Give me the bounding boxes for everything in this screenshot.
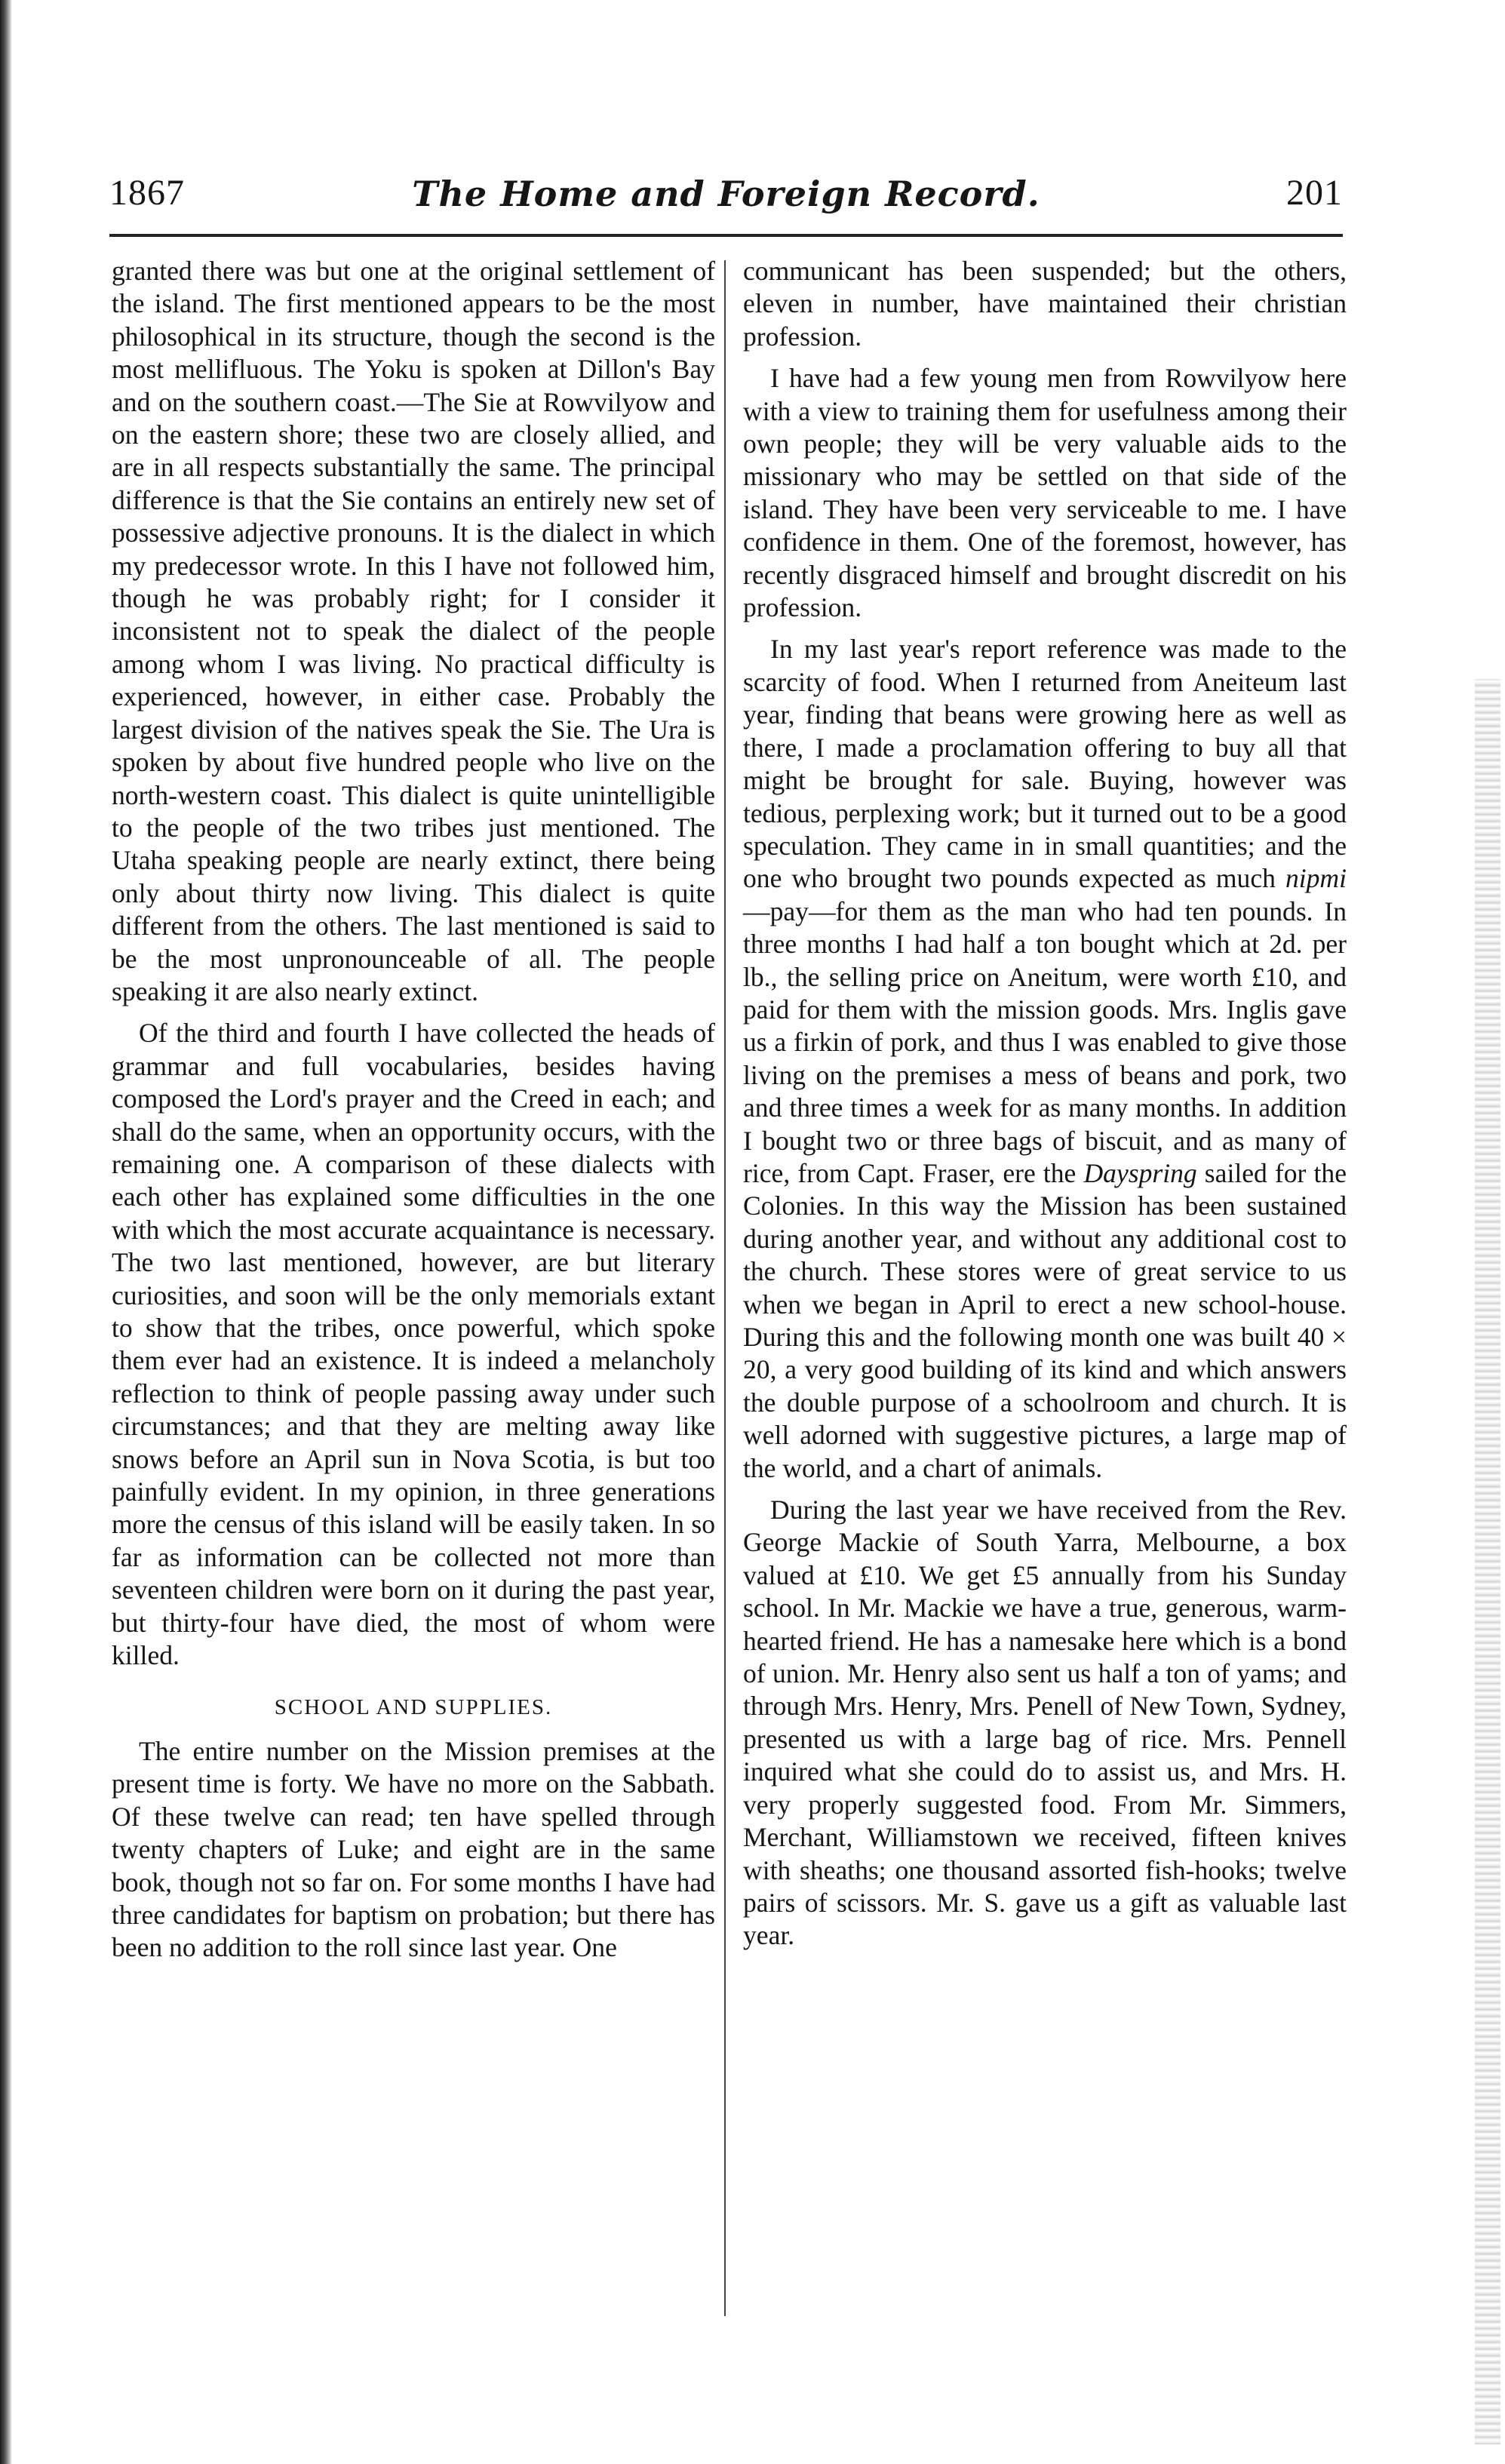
- section-heading-school-and-supplies: SCHOOL AND SUPPLIES.: [274, 1695, 553, 1720]
- journal-title: The Home and Foreign Record.: [412, 174, 1040, 214]
- left-paragraph-1: granted there was but one at the original settlement of the island. The first mentioned appears to be the most philosophical in its structure, though the second is the most mellifluous. The Yoku is spoken at Dillon's Bay and on the southern coast.—The Sie at Rowvilyow and on the eastern shore; these two are closely allied, and are in all respects substantially the same. The principal difference is that the Sie contains an entirely new set of possessive adjective pronouns. It is the dialect in which my predecessor wrote. In this I have not followed him, though he was probably right; for I consider it inconsistent not to speak the dialect of the people among whom I was living. No practical difficulty is experienced, however, in either case. Probably the largest division of the natives speak the Sie. The Ura is spoken by about five hundred people who live on the north-western coast. This dialect is quite unintelligible to the people of the two tribes just mentioned. The Utaha speaking people are nearly extinct, there being only about thirty now living. This dialect is quite different from the others. The last mentioned is said to be the most unpronounceable of all. The people speaking it are also nearly extinct.: [112, 256, 715, 1006]
- column-divider: [724, 260, 726, 2316]
- page-scan-edge: [1475, 679, 1500, 2444]
- right-column: [743, 255, 1347, 1952]
- right-paragraph-1: communicant has been suspended; but the others, eleven in number, have maintained their christian profession.: [743, 256, 1347, 352]
- left-paragraph-3: The entire number on the Mission premises at the present time is forty. We have no more on the Sabbath. Of these twelve can read; ten have spelled through twenty chapters of Luke; and eight are in the same book, though not so far on. For some months I have had three candidates for baptism on probation; but there has been no addition to the roll since last year. One: [112, 1735, 715, 1963]
- italic-nipmi: nipmi: [1285, 863, 1347, 894]
- right-paragraph-3-part-c: sailed for the Colonies. In this way the Mission has been sustained during another year, and without any additional cost to the church. These stores were of great service to us when we began in April to erect a new school-house. During this and the following month one was built 40 × 20, a very good building of its kind and which answers the double purpose of a schoolroom and church. It is well adorned with suggestive pictures, a large map of the world, and a chart of animals.: [743, 1157, 1347, 1483]
- right-paragraph-3: [743, 633, 1347, 1485]
- header-rule: [109, 234, 1343, 237]
- right-paragraph-3-part-b: —pay—for them as the man who had ten pounds. In three months I had half a ton bought which at 2d. per lb., the selling price on Aneitum, were worth £10, and paid for them with the mission goods. Mrs. Inglis gave us a firkin of pork, and thus I was enabled to give those living on the premises a mess of beans and pork, two and three times a week for as many months. In addition I bought two or three bags of biscuit, and as many of rice, from Capt. Fraser, ere the: [743, 896, 1347, 1188]
- running-header: [109, 172, 1343, 225]
- right-paragraph-4: During the last year we have received from the Rev. George Mackie of South Yarra, Melbourne, a box valued at £10. We get £5 annually from his Sunday school. In Mr. Mackie we have a true, generous, warm-hearted friend. He has a namesake here which is a bond of union. Mr. Henry also sent us half a ton of yams; and through Mrs. Henry, Mrs. Penell of New Town, Sydney, presented us with a large bag of rice. Mrs. Pennell inquired what she could do to assist us, and Mrs. H. very properly suggested food. From Mr. Simmers, Merchant, Williamstown we received, fifteen knives with sheaths; one thousand assorted fish-hooks; twelve pairs of scissors. Mr. S. gave us a gift as valuable last year.: [743, 1495, 1347, 1951]
- page-binding-edge: [0, 0, 12, 2464]
- right-paragraph-2: I have had a few young men from Rowvilyow here with a view to training them for usefulness among their own people; they will be very valuable aids to the missionary who may be settled on that side of the island. They have been very serviceable to me. I have confidence in them. One of the foremost, however, has recently disgraced himself and brought discredit on his profession.: [743, 363, 1347, 623]
- header-year: 1867: [109, 173, 185, 213]
- right-paragraph-3-part-a: In my last year's report reference was made to the scarcity of food. When I returned from Aneiteum last year, finding that beans were growing here as well as there, I made a proclamation offering to buy all that might be brought for sale. Buying, however was tedious, perplexing work; but it turned out to be a good speculation. They came in in small quantities; and the one who brought two pounds expected as much: [743, 634, 1347, 894]
- italic-dayspring: Dayspring: [1083, 1157, 1197, 1188]
- left-column: [112, 255, 715, 1965]
- left-paragraph-2: Of the third and fourth I have collected the heads of grammar and full vocabularies, besides having composed the Lord's prayer and the Creed in each; and shall do the same, when an opportunity occurs, with the remaining one. A comparison of these dialects with each other has explained some difficulties in the one with which the most accurate acquaintance is necessary. The two last mentioned, however, are but literary curiosities, and soon will be the only memorials extant to show that the tribes, once powerful, which spoke them ever had an existence. It is indeed a melancholy reflection to think of people passing away under such circumstances; and that they are melting away like snows before an April sun in Nova Scotia, is but too painfully evident. In my opinion, in three generations more the census of this island will be easily taken. In so far as information can be collected not more than seventeen children were born on it during the past year, but thirty-four have died, the most of whom were killed.: [112, 1018, 715, 1671]
- page-number: 201: [1286, 173, 1343, 213]
